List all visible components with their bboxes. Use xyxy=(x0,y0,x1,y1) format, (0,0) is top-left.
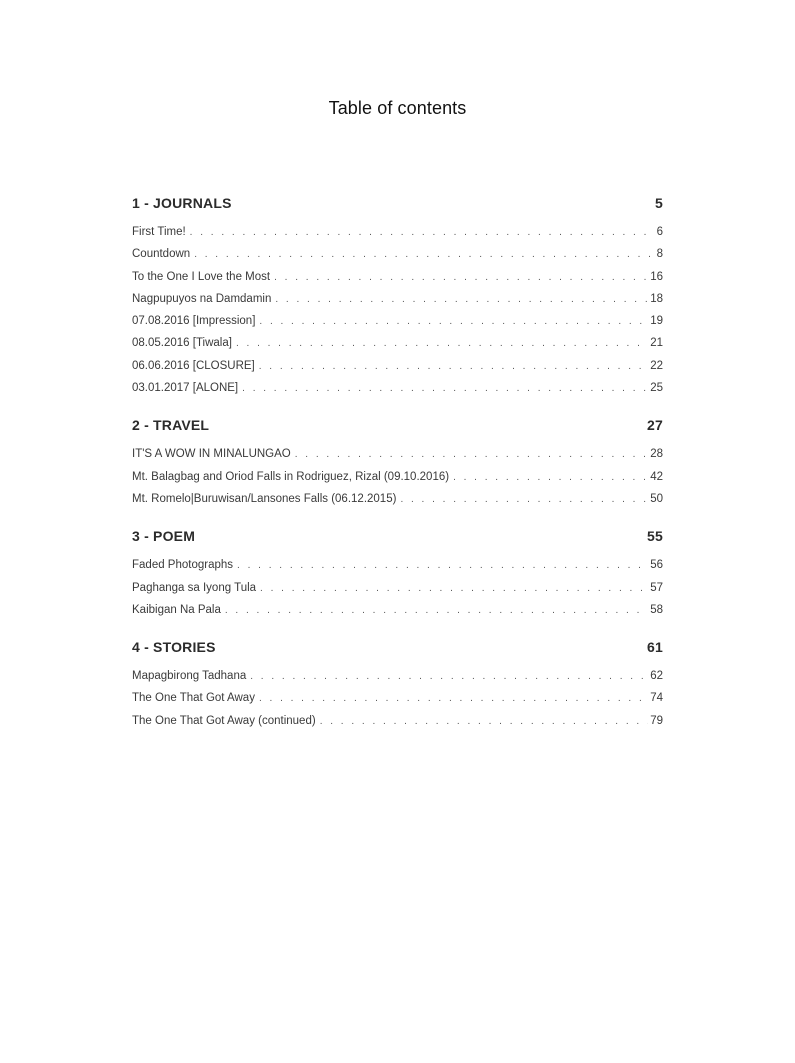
dot-leader xyxy=(259,688,648,710)
dot-leader xyxy=(320,711,649,733)
toc-entry[interactable] xyxy=(132,377,663,399)
toc-entry[interactable] xyxy=(132,288,663,310)
toc-entry[interactable] xyxy=(132,332,663,354)
toc-entry-page: 62 xyxy=(650,670,663,683)
dot-leader xyxy=(236,333,648,355)
section-heading-page: 61 xyxy=(647,639,663,656)
toc-entry-page: 6 xyxy=(656,226,663,238)
toc-entry-title: Mapagbirong Tadhana xyxy=(132,670,247,683)
dot-leader xyxy=(242,378,648,400)
toc-entry-page: 8 xyxy=(656,248,663,261)
toc-entry-page: 18 xyxy=(650,292,663,305)
toc-entry[interactable] xyxy=(132,599,663,621)
section-entries xyxy=(132,443,663,510)
toc-entry-title: Faded Photographs xyxy=(132,559,234,572)
toc-entry-page: 42 xyxy=(650,470,663,483)
toc-entry-title: Countdown xyxy=(132,248,191,261)
toc-entry-title: Mt. Balagbag and Oriod Falls in Rodriguez, Rizal (09.10.2016) xyxy=(132,470,450,483)
toc-section-travel xyxy=(132,415,663,510)
dot-leader xyxy=(453,467,648,489)
toc-entry-page: 57 xyxy=(650,581,663,594)
dot-leader xyxy=(259,311,648,333)
toc-entry-title: Kaibigan Na Pala xyxy=(132,603,221,616)
section-entries xyxy=(132,554,663,621)
toc-entry-page: 28 xyxy=(650,448,663,461)
toc-entry[interactable] xyxy=(132,710,663,732)
toc-entry-title: To the One I Love the Most xyxy=(132,270,271,283)
toc-entry[interactable] xyxy=(132,554,663,576)
toc-entry[interactable] xyxy=(132,687,663,709)
toc-entry-page: 58 xyxy=(650,603,663,616)
toc-entry-page: 22 xyxy=(650,359,663,372)
section-heading[interactable] xyxy=(132,637,663,657)
toc-entry[interactable] xyxy=(132,310,663,332)
dot-leader xyxy=(194,244,654,266)
toc-entry[interactable] xyxy=(132,443,663,465)
toc-entry-page: 79 xyxy=(650,714,663,727)
toc-entry[interactable] xyxy=(132,466,663,488)
toc-entry-page: 19 xyxy=(650,315,663,328)
toc-entry[interactable] xyxy=(132,577,663,599)
toc-entry-page: 74 xyxy=(650,692,663,705)
section-heading[interactable] xyxy=(132,415,663,435)
toc-entry-title: Nagpupuyos na Damdamin xyxy=(132,292,272,305)
toc-entry-page: 21 xyxy=(650,337,663,350)
dot-leader xyxy=(250,666,648,688)
section-heading-label: 2 - TRAVEL xyxy=(132,417,210,434)
dot-leader xyxy=(190,222,655,244)
toc-entry-title: The One That Got Away (continued) xyxy=(132,714,316,727)
toc-entry[interactable] xyxy=(132,488,663,510)
dot-leader xyxy=(274,267,648,289)
dot-leader xyxy=(225,600,648,622)
dot-leader xyxy=(237,555,648,577)
section-heading-label: 1 - JOURNALS xyxy=(132,195,232,211)
toc-entry-title: 06.06.2016 [CLOSURE] xyxy=(132,359,255,372)
toc-entry-page: 50 xyxy=(650,492,663,505)
section-heading[interactable] xyxy=(132,193,663,213)
toc-section-stories xyxy=(132,637,663,732)
section-heading-page: 5 xyxy=(655,195,663,211)
section-heading-label: 4 - STORIES xyxy=(132,639,216,656)
toc-entry-title: 03.01.2017 [ALONE] xyxy=(132,382,239,395)
section-entries xyxy=(132,665,663,732)
toc-entry-title: The One That Got Away xyxy=(132,692,255,705)
toc-entry-title: 08.05.2016 [Tiwala] xyxy=(132,337,232,350)
toc-entry[interactable] xyxy=(132,665,663,687)
toc-entry-title: IT'S A WOW IN MINALUNGAO xyxy=(132,448,291,461)
dot-leader xyxy=(260,578,648,600)
section-entries xyxy=(132,221,663,399)
toc-entry-page: 25 xyxy=(650,382,663,395)
section-heading[interactable] xyxy=(132,526,663,546)
table-of-contents xyxy=(132,193,663,748)
toc-entry[interactable] xyxy=(132,355,663,377)
section-heading-page: 55 xyxy=(647,528,663,545)
dot-leader xyxy=(295,444,648,466)
dot-leader xyxy=(275,289,648,311)
section-heading-page: 27 xyxy=(647,417,663,434)
toc-entry[interactable] xyxy=(132,266,663,288)
dot-leader xyxy=(400,489,648,511)
toc-entry[interactable] xyxy=(132,243,663,265)
toc-entry-title: 07.08.2016 [Impression] xyxy=(132,315,256,328)
toc-entry-page: 56 xyxy=(650,559,663,572)
toc-entry-title: First Time! xyxy=(132,226,186,238)
section-heading-label: 3 - POEM xyxy=(132,528,196,545)
toc-entry[interactable] xyxy=(132,221,663,243)
toc-section-journals xyxy=(132,193,663,399)
page-title: Table of contents xyxy=(328,98,467,118)
toc-entry-title: Mt. Romelo|Buruwisan/Lansones Falls (06.12.2015) xyxy=(132,492,397,505)
toc-entry-page: 16 xyxy=(650,270,663,283)
toc-entry-title: Paghanga sa Iyong Tula xyxy=(132,581,257,594)
toc-section-poem xyxy=(132,526,663,621)
dot-leader xyxy=(259,356,648,378)
